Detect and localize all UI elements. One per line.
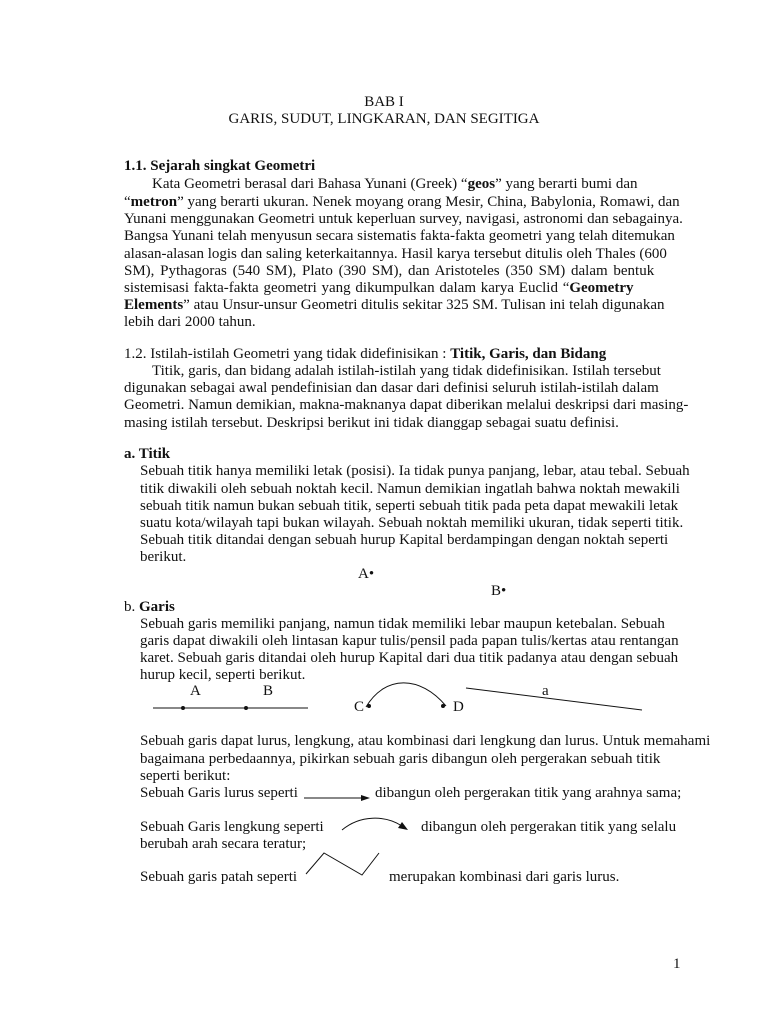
section-1-line-4: Bangsa Yunani telah menyusun secara sistematis fakta-fakta geometri yang telah ditemukan: [124, 228, 675, 244]
patah-right: merupakan kombinasi dari garis lurus.: [389, 869, 620, 885]
chapter-title: GARIS, SUDUT, LINGKARAN, DAN SEGITIGA: [228, 111, 540, 127]
segment-label-a: A: [190, 683, 201, 699]
titik-heading: a. Titik: [124, 446, 171, 462]
section-2-line-2: digunakan sebagai awal pendefinisian dan dasar dari definisi seluruh istilah-istilah dalam: [124, 380, 659, 396]
point-b-dot: [244, 706, 248, 710]
garis2-line-2: bagaimana perbedaannya, pikirkan sebuah garis dibangun oleh pergerakan sebuah titik: [140, 751, 661, 767]
titik-line-5: Sebuah titik ditandai dengan sebuah hurup Kapital berdampingan dengan noktah seperti: [140, 532, 669, 548]
curved-arrow-line: [342, 818, 402, 830]
curved-arrow-head: [398, 822, 408, 830]
section-1-line-9: lebih dari 2000 tahun.: [124, 314, 256, 330]
section-1-line-1: Kata Geometri berasal dari Bahasa Yunani (Greek) “geos” yang berarti bumi dan: [152, 176, 638, 192]
curve-cd: [366, 683, 446, 707]
lengkung-left: Sebuah Garis lengkung seperti: [140, 819, 324, 835]
point-a-dot: [181, 706, 185, 710]
page-number: 1: [673, 956, 681, 972]
section-2-title-plain: 1.2. Istilah-istilah Geometri yang tidak didefinisikan :: [124, 346, 451, 362]
titik-line-3: sebuah titik namun bukan sebuah titik, seperti sebuah titik pada peta dapat mewakili letak: [140, 498, 679, 514]
section-2-line-4: masing istilah tersebut. Deskripsi berikut ini tidak dianggap sebagai suatu definisi.: [124, 415, 619, 431]
point-a-label: A•: [358, 566, 375, 582]
section-1-line-8: Elements” atau Unsur-unsur Geometri ditulis sekitar 325 SM. Tulisan ini telah digunakan: [124, 297, 665, 313]
broken-line: [306, 853, 379, 875]
line-a: [466, 688, 642, 710]
point-c-dot: [367, 704, 371, 708]
garis-line-1: Sebuah garis memiliki panjang, namun tidak memiliki lebar maupun ketebalan. Sebuah: [140, 616, 665, 632]
point-d-dot: [441, 704, 445, 708]
section-1-title: 1.1. Sejarah singkat Geometri: [124, 158, 316, 174]
section-2-line-1: Titik, garis, dan bidang adalah istilah-istilah yang tidak didefinisikan. Istilah tersebut: [152, 363, 661, 379]
section-1-line-7: sistemisasi fakta-fakta geometri yang dikumpulkan dalam karya Euclid “Geometry: [124, 280, 634, 296]
curve-label-c: C: [354, 699, 365, 715]
section-2-title-bold: Titik, Garis, dan Bidang: [450, 346, 607, 362]
section-2-line-3: Geometri. Namun demikian, makna-maknanya dapat diberikan melalui deskripsi dari masing-: [124, 397, 689, 413]
section-1-line-6: SM), Pythagoras (540 SM), Plato (390 SM), dan Aristoteles (350 SM) dalam bentuk: [124, 263, 655, 279]
chapter-label: BAB I: [364, 94, 404, 110]
lurus-left: Sebuah Garis lurus seperti: [140, 785, 298, 801]
lengkung-right: dibangun oleh pergerakan titik yang selalu: [421, 819, 677, 835]
garis2-line-3: seperti berikut:: [140, 768, 231, 784]
titik-line-6: berikut.: [140, 549, 187, 565]
patah-left: Sebuah garis patah seperti: [140, 869, 298, 885]
section-1-line-2: “metron” yang berarti ukuran. Nenek moyang orang Mesir, China, Babylonia, Romawi, dan: [124, 194, 680, 210]
section-1-line-5: alasan-alasan logis dan saling keterkaitannya. Hasil karya tersebut ditulis oleh Thales (600: [124, 246, 667, 262]
segment-label-b: B: [263, 683, 274, 699]
titik-line-1: Sebuah titik hanya memiliki letak (posisi). Ia tidak punya panjang, lebar, atau tebal. Sebuah: [140, 463, 690, 479]
section-1-line-3: Yunani menggunakan Geometri untuk keperluan survey, navigasi, astronomi dan sebagainya.: [124, 211, 683, 227]
lengkung-cont: berubah arah secara teratur;: [140, 836, 307, 852]
garis-heading-bold: Garis: [139, 599, 175, 615]
titik-line-4: suatu kota/wilayah tapi bukan wilayah. Sebuah noktah memiliki ukuran, tidak seperti titik.: [140, 515, 684, 531]
garis-heading-prefix: b.: [124, 599, 139, 615]
titik-line-2: titik diwakili oleh sebuah noktah kecil. Namun demikian ingatlah bahwa noktah mewakili: [140, 481, 680, 497]
garis-line-4: hurup kecil, seperti berikut.: [140, 667, 306, 683]
garis-line-3: karet. Sebuah garis ditandai oleh hurup Kapital dari dua titik padanya atau dengan sebuah: [140, 650, 679, 666]
straight-arrow-head: [361, 795, 370, 801]
line-label-a: a: [542, 683, 549, 699]
lurus-right: dibangun oleh pergerakan titik yang arahnya sama;: [375, 785, 682, 801]
garis-line-2: garis dapat diwakili oleh lintasan kapur tulis/pensil pada papan tulis/kertas atau rentangan: [140, 633, 679, 649]
garis2-line-1: Sebuah garis dapat lurus, lengkung, atau kombinasi dari lengkung dan lurus. Untuk memahami: [140, 733, 711, 749]
curve-label-d: D: [453, 699, 464, 715]
point-b-label: B•: [491, 583, 507, 599]
